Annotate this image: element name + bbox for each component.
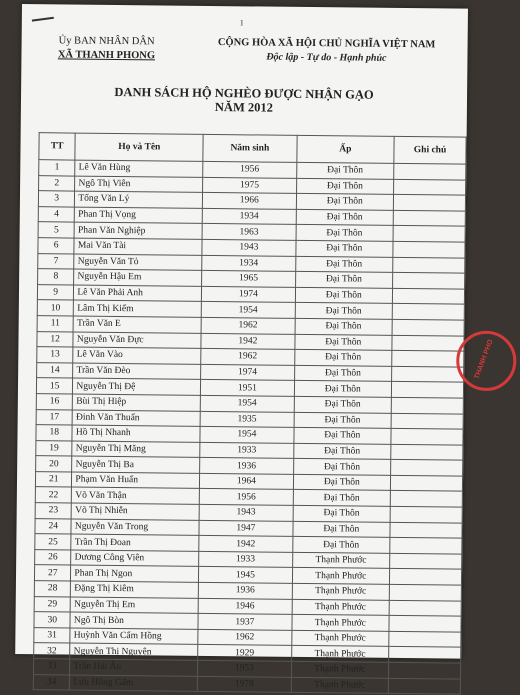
cell-year: 1963 <box>202 224 295 241</box>
table-body <box>33 160 466 695</box>
cell-ap: Đại Thôn <box>296 178 394 195</box>
cell-tt: 14 <box>37 362 74 378</box>
col-header-note: Ghi chú <box>394 136 466 164</box>
cell-note <box>392 382 464 398</box>
cell-note <box>391 397 463 413</box>
cell-note <box>390 522 462 538</box>
cell-ap: Đại Thôn <box>295 287 393 304</box>
cell-name: Phan Thị Ngon <box>71 565 199 582</box>
cell-year: 1975 <box>203 177 296 194</box>
cell-ap: Thạnh Phước <box>291 630 389 647</box>
cell-ap: Đại Thôn <box>293 443 391 460</box>
cell-year: 1954 <box>201 302 294 319</box>
cell-name: Nguyễn Văn Đực <box>73 332 201 349</box>
cell-year: 1945 <box>199 567 292 584</box>
cell-name: Mai Văn Tài <box>74 238 202 255</box>
cell-ap: Thạnh Phước <box>292 568 390 585</box>
cell-tt: 5 <box>38 222 75 238</box>
cell-tt: 30 <box>34 612 71 628</box>
cell-name: Nguyễn Thị Đệ <box>73 378 201 395</box>
cell-tt: 12 <box>37 331 74 347</box>
cell-tt: 4 <box>38 206 75 222</box>
cell-name: Trần Văn E <box>73 316 201 333</box>
agency-line-1: Ủy BAN NHÂN DÂN <box>58 35 155 48</box>
cell-name: Lê Văn Phải Anh <box>74 285 202 302</box>
cell-note <box>391 460 463 476</box>
cell-note <box>390 506 462 522</box>
cell-year: 1965 <box>202 271 295 288</box>
cell-ap: Đại Thôn <box>294 365 392 382</box>
cell-year: 1936 <box>200 458 293 475</box>
cell-tt: 9 <box>37 284 74 300</box>
cell-name: Lâm Thị Kiếm <box>74 300 202 317</box>
cell-tt: 26 <box>35 550 72 566</box>
cell-year: 1934 <box>202 208 295 225</box>
cell-year: 1964 <box>200 473 293 490</box>
cell-note <box>392 319 464 335</box>
page-number: 1 <box>239 18 244 28</box>
cell-note <box>389 616 461 632</box>
cell-tt: 31 <box>34 627 71 643</box>
cell-name: Trần Thị Đoan <box>71 534 199 551</box>
cell-note <box>389 584 461 600</box>
cell-ap: Đại Thôn <box>296 162 394 179</box>
cell-tt: 20 <box>36 456 73 472</box>
cell-tt: 13 <box>37 347 74 363</box>
cell-year: 1929 <box>198 645 291 662</box>
cell-note <box>394 163 466 179</box>
cell-tt: 8 <box>38 269 75 285</box>
cell-ap: Đại Thôn <box>295 303 393 320</box>
cell-note <box>393 288 465 304</box>
cell-ap: Đại Thôn <box>295 272 393 289</box>
cell-tt: 19 <box>36 440 73 456</box>
cell-year: 1943 <box>202 239 295 256</box>
agency-header <box>41 34 171 63</box>
cell-tt: 24 <box>35 518 72 534</box>
cell-note <box>391 413 463 429</box>
cell-ap: Đại Thôn <box>293 505 391 522</box>
cell-name: Tống Văn Lý <box>75 191 203 208</box>
cell-tt: 1 <box>39 160 76 176</box>
cell-note <box>389 662 461 678</box>
cell-ap: Thạnh Phước <box>292 583 390 600</box>
agency-line-2: XÃ THANH PHONG <box>57 49 156 62</box>
cell-note <box>392 304 464 320</box>
cell-ap: Đại Thôn <box>294 396 392 413</box>
cell-tt: 21 <box>35 472 72 488</box>
pen-mark <box>32 17 54 22</box>
national-motto <box>201 36 451 67</box>
cell-name: Hồ Thị Nhanh <box>72 425 200 442</box>
cell-note <box>391 475 463 491</box>
cell-year: 1962 <box>198 629 291 646</box>
cell-name: Nguyễn Văn Tỏ <box>74 254 202 271</box>
cell-tt: 25 <box>35 534 72 550</box>
cell-tt: 33 <box>33 659 70 675</box>
cell-year: 1956 <box>199 489 292 506</box>
cell-ap: Đại Thôn <box>294 412 392 429</box>
cell-tt: 3 <box>38 191 75 207</box>
cell-note <box>392 335 464 351</box>
title-line-2: NĂM 2012 <box>214 100 273 115</box>
cell-name: Dương Công Viên <box>71 550 199 567</box>
cell-note <box>394 179 466 195</box>
cell-year: 1933 <box>200 442 293 459</box>
cell-ap: Đại Thôn <box>293 459 391 476</box>
stamp-text: THANH PHO <box>473 338 495 381</box>
cell-note <box>393 257 465 273</box>
table-row <box>33 674 460 694</box>
cell-year: 1962 <box>201 317 294 334</box>
cell-ap: Đại Thôn <box>293 490 391 507</box>
col-header-ap: Ấp <box>296 135 394 163</box>
cell-name: Phan Thị Vọng <box>75 207 203 224</box>
cell-name: Lê Văn Vào <box>73 347 201 364</box>
cell-year: 1942 <box>199 536 292 553</box>
cell-ap: Thạnh Phước <box>291 615 389 632</box>
cell-note <box>392 351 464 367</box>
cell-note <box>389 631 461 647</box>
cell-note <box>388 678 460 694</box>
cell-ap: Đại Thôn <box>296 209 394 226</box>
cell-ap: Thạnh Phước <box>291 646 389 663</box>
cell-ap: Thạnh Phước <box>292 552 390 569</box>
cell-note <box>390 553 462 569</box>
cell-note <box>389 600 461 616</box>
cell-year: 1943 <box>199 504 292 521</box>
cell-name: Phan Văn Nghiệp <box>74 222 202 239</box>
cell-ap: Đại Thôn <box>296 225 394 242</box>
cell-note <box>393 273 465 289</box>
cell-note <box>389 647 461 663</box>
cell-name: Phạm Văn Huấn <box>72 472 200 489</box>
cell-year: 1935 <box>200 411 293 428</box>
cell-ap: Đại Thôn <box>295 318 393 335</box>
cell-note <box>393 210 465 226</box>
cell-name: Võ Văn Thận <box>72 488 200 505</box>
cell-ap: Đại Thôn <box>292 537 390 554</box>
col-header-tt: TT <box>39 133 76 160</box>
cell-year: 1954 <box>200 426 293 443</box>
cell-note <box>390 538 462 554</box>
cell-name: Huỳnh Văn Cẩm Hồng <box>70 628 198 645</box>
cell-tt: 2 <box>39 175 76 191</box>
cell-ap: Đại Thôn <box>294 381 392 398</box>
cell-name: Đinh Văn Thuấn <box>72 410 200 427</box>
cell-name: Ngô Thị Viên <box>75 176 203 193</box>
household-table <box>33 132 467 695</box>
motto: Độc lập - Tự do - Hạnh phúc <box>266 51 387 64</box>
cell-name: Trần Hải Âu <box>70 659 198 676</box>
cell-tt: 34 <box>33 674 70 690</box>
cell-year: 1974 <box>202 286 295 303</box>
cell-ap: Đại Thôn <box>295 240 393 257</box>
col-header-name: Họ và Tên <box>75 133 203 161</box>
cell-ap: Đại Thôn <box>295 256 393 273</box>
cell-year: 1934 <box>202 255 295 272</box>
cell-tt: 32 <box>34 643 71 659</box>
cell-name: Lê Văn Hùng <box>75 160 203 177</box>
cell-year: 1978 <box>198 676 291 693</box>
title-line-1: DANH SÁCH HỘ NGHÈO ĐƯỢC NHẬN GẠO <box>114 84 374 102</box>
cell-year: 1933 <box>199 551 292 568</box>
cell-year: 1966 <box>203 193 296 210</box>
cell-tt: 27 <box>34 565 71 581</box>
cell-name: Trần Văn Đèo <box>73 363 201 380</box>
cell-tt: 7 <box>38 253 75 269</box>
cell-tt: 22 <box>35 487 72 503</box>
cell-note <box>393 195 465 211</box>
cell-name: Võ Thị Nhiễn <box>72 503 200 520</box>
cell-ap: Đại Thôn <box>294 334 392 351</box>
cell-tt: 6 <box>38 238 75 254</box>
cell-tt: 16 <box>36 394 73 410</box>
cell-tt: 29 <box>34 596 71 612</box>
cell-name: Nguyễn Thị Em <box>71 597 199 614</box>
cell-note <box>391 428 463 444</box>
cell-tt: 11 <box>37 316 74 332</box>
cell-year: 1947 <box>199 520 292 537</box>
cell-year: 1962 <box>201 349 294 366</box>
cell-year: 1936 <box>199 582 292 599</box>
cell-note <box>390 491 462 507</box>
cell-note <box>393 241 465 257</box>
cell-name: Nguyễn Hậu Em <box>74 269 202 286</box>
cell-name: Nguyễn Văn Trong <box>71 519 199 536</box>
cell-year: 1954 <box>200 395 293 412</box>
cell-ap: Đại Thôn <box>296 194 394 211</box>
cell-ap: Thạnh Phước <box>292 599 390 616</box>
cell-note <box>393 226 465 242</box>
cell-name: Bùi Thị Hiệp <box>73 394 201 411</box>
cell-tt: 28 <box>34 581 71 597</box>
cell-year: 1956 <box>203 161 296 178</box>
cell-name: Nguyễn Thị Măng <box>72 441 200 458</box>
cell-ap: Đại Thôn <box>293 474 391 491</box>
document-page <box>15 4 495 691</box>
official-stamp <box>456 331 517 392</box>
cell-name: Đặng Thị Kiêm <box>71 581 199 598</box>
cell-tt: 17 <box>36 409 73 425</box>
cell-tt: 10 <box>37 300 74 316</box>
cell-name: Ngô Thị Bòn <box>70 612 198 629</box>
cell-year: 1953 <box>198 660 291 677</box>
cell-note <box>391 444 463 460</box>
cell-ap: Thạnh Phước <box>291 677 389 694</box>
col-header-year: Năm sinh <box>203 134 297 162</box>
cell-year: 1951 <box>201 380 294 397</box>
cell-ap: Đại Thôn <box>293 427 391 444</box>
cell-year: 1942 <box>201 333 294 350</box>
cell-year: 1946 <box>198 598 291 615</box>
cell-note <box>390 569 462 585</box>
cell-note <box>392 366 464 382</box>
country-name: CỘNG HÒA XÃ HỘI CHỦ NGHĨA VIỆT NAM <box>217 37 436 51</box>
cell-tt: 23 <box>35 503 72 519</box>
cell-tt: 18 <box>36 425 73 441</box>
cell-name: Nguyễn Thị Nguyên <box>70 643 198 660</box>
cell-year: 1937 <box>198 614 291 631</box>
cell-tt: 15 <box>36 378 73 394</box>
cell-ap: Đại Thôn <box>294 349 392 366</box>
document-title <box>21 84 467 117</box>
cell-ap: Đại Thôn <box>292 521 390 538</box>
cell-name: Lưu Hồng Gấm <box>70 675 198 692</box>
cell-name: Nguyễn Thị Ba <box>72 456 200 473</box>
cell-ap: Thạnh Phước <box>291 661 389 678</box>
cell-year: 1974 <box>201 364 294 381</box>
